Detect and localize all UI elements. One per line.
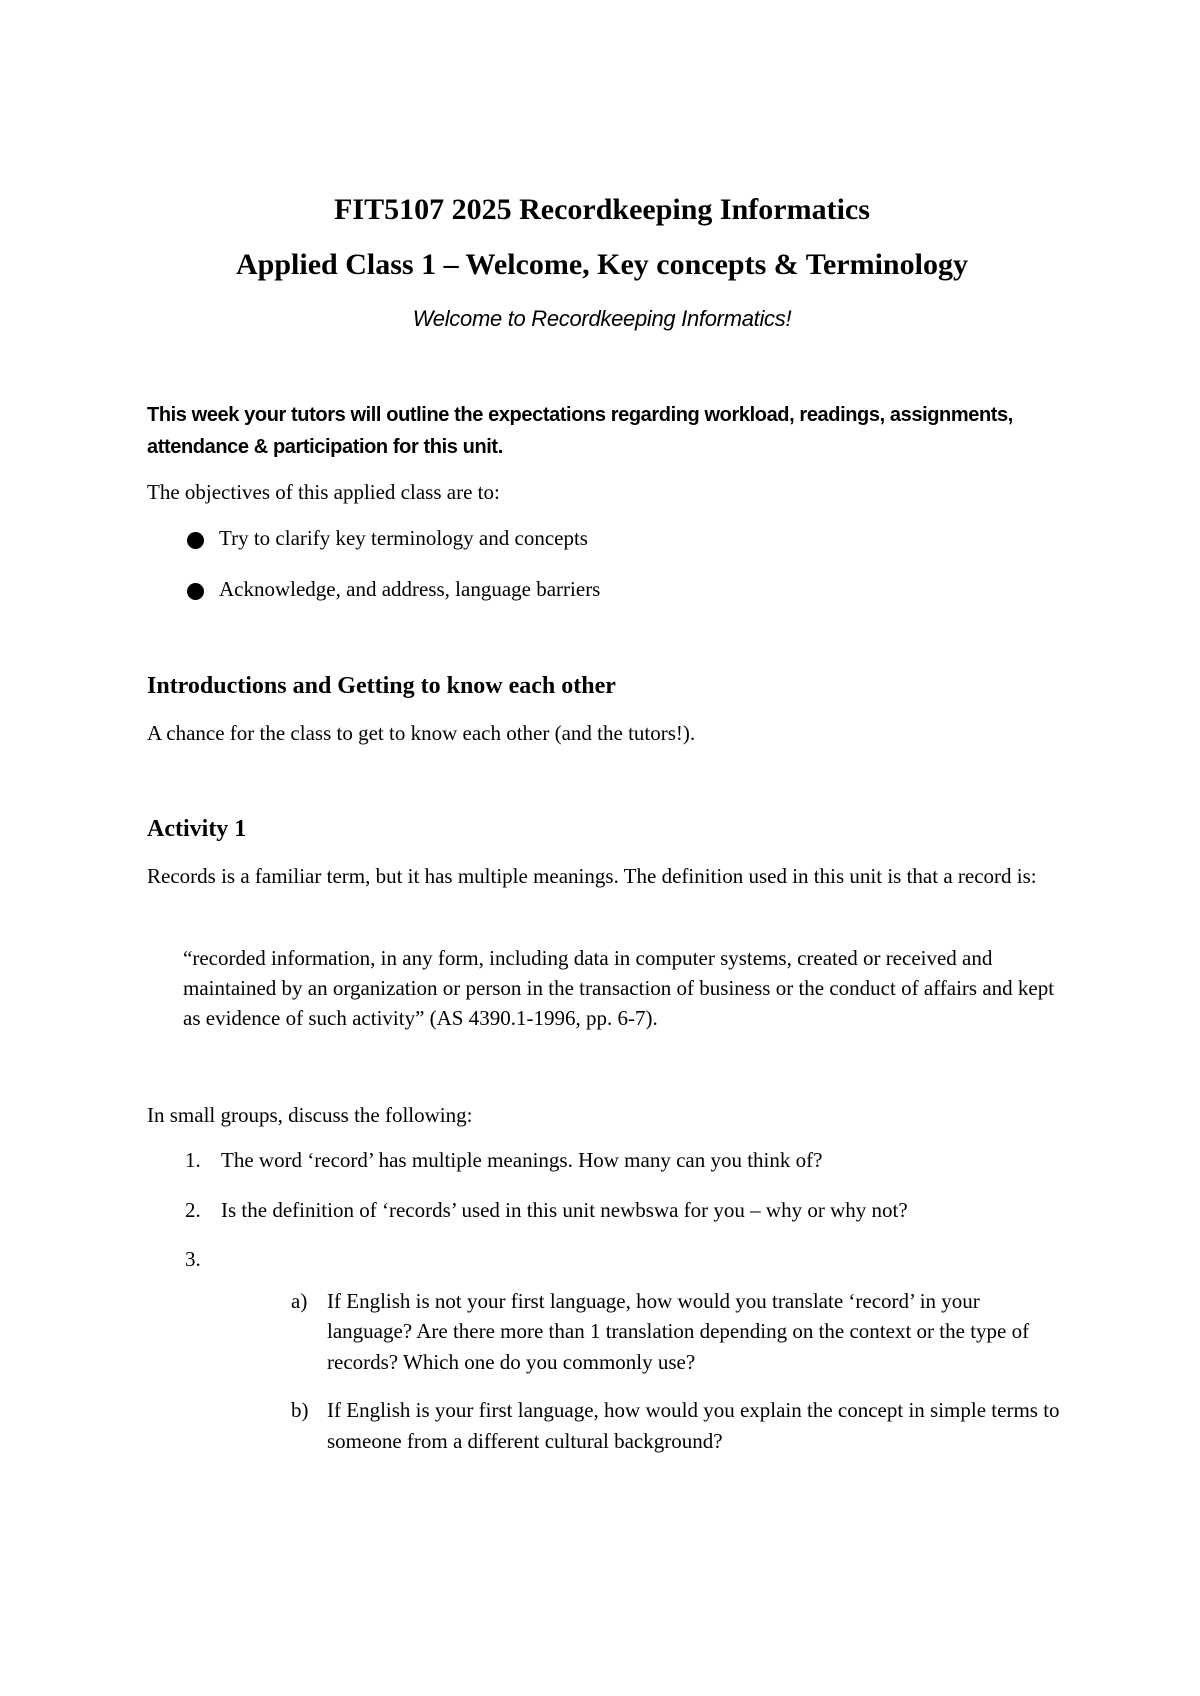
bullet-icon [187, 532, 204, 549]
list-item [187, 523, 1080, 555]
objective-text: Acknowledge, and address, language barriers [219, 577, 601, 601]
list-item [185, 1195, 1080, 1227]
objectives-list [147, 523, 1080, 606]
discussion-questions [147, 1145, 1080, 1456]
introductions-heading: Introductions and Getting to know each other [147, 672, 616, 699]
sub-question-marker: b) [291, 1398, 309, 1423]
introductions-text: A chance for the class to get to know each other (and the tutors!). [147, 720, 696, 745]
intro-paragraph: This week your tutors will outline the expectations regarding workload, readings, assignments, attendance & participation for this unit. [147, 404, 1013, 458]
document-subtitle: Applied Class 1 – Welcome, Key concepts & Terminology [236, 248, 968, 281]
list-item [185, 1145, 1080, 1177]
list-item [185, 1244, 1080, 1456]
question-text [221, 1247, 226, 1271]
question-text: Is the definition of ‘records’ used in this unit newbswa for you – why or why not? [221, 1197, 908, 1222]
objective-text: Try to clarify key terminology and concepts [219, 525, 588, 550]
sub-question-text: If English is your first language, how would you explain the concept in simple terms to someone from a different cultural background? [327, 1398, 1060, 1453]
list-item [291, 1286, 1067, 1377]
welcome-tagline: Welcome to Recordkeeping Informatics! [412, 306, 792, 331]
question-number: 2. [185, 1197, 201, 1222]
objectives-lead: The objectives of this applied class are to: [147, 480, 500, 504]
question-number: 3. [185, 1247, 201, 1272]
record-definition-quote: “recorded information, in any form, including data in computer systems, created or received and maintained by an organization or person in the transaction of business or the conduct of affairs and kept as evidence of such activity” (AS 4390.1-1996, pp. 6-7). [183, 945, 1055, 1031]
sub-question-marker: a) [291, 1288, 308, 1313]
bullet-icon [187, 583, 204, 600]
activity-1-heading: Activity 1 [147, 816, 247, 842]
question-text: The word ‘record’ has multiple meanings. How many can you think of? [221, 1148, 823, 1173]
list-item [291, 1395, 1067, 1456]
sub-question-text: If English is not your first language, how would you translate ‘record’ in your language? Are there more than 1 translation depending on the context or the type of records? Which one do you commonly use? [327, 1288, 1030, 1374]
activity-1-text: Records is a familiar term, but it has multiple meanings. The definition used in this unit is that a record is: [147, 864, 1037, 888]
list-item [187, 574, 1080, 606]
discussion-lead: In small groups, discuss the following: [147, 1102, 473, 1127]
document-title: FIT5107 2025 Recordkeeping Informatics [334, 193, 870, 226]
question-number: 1. [185, 1148, 201, 1173]
sub-questions [221, 1286, 1080, 1456]
